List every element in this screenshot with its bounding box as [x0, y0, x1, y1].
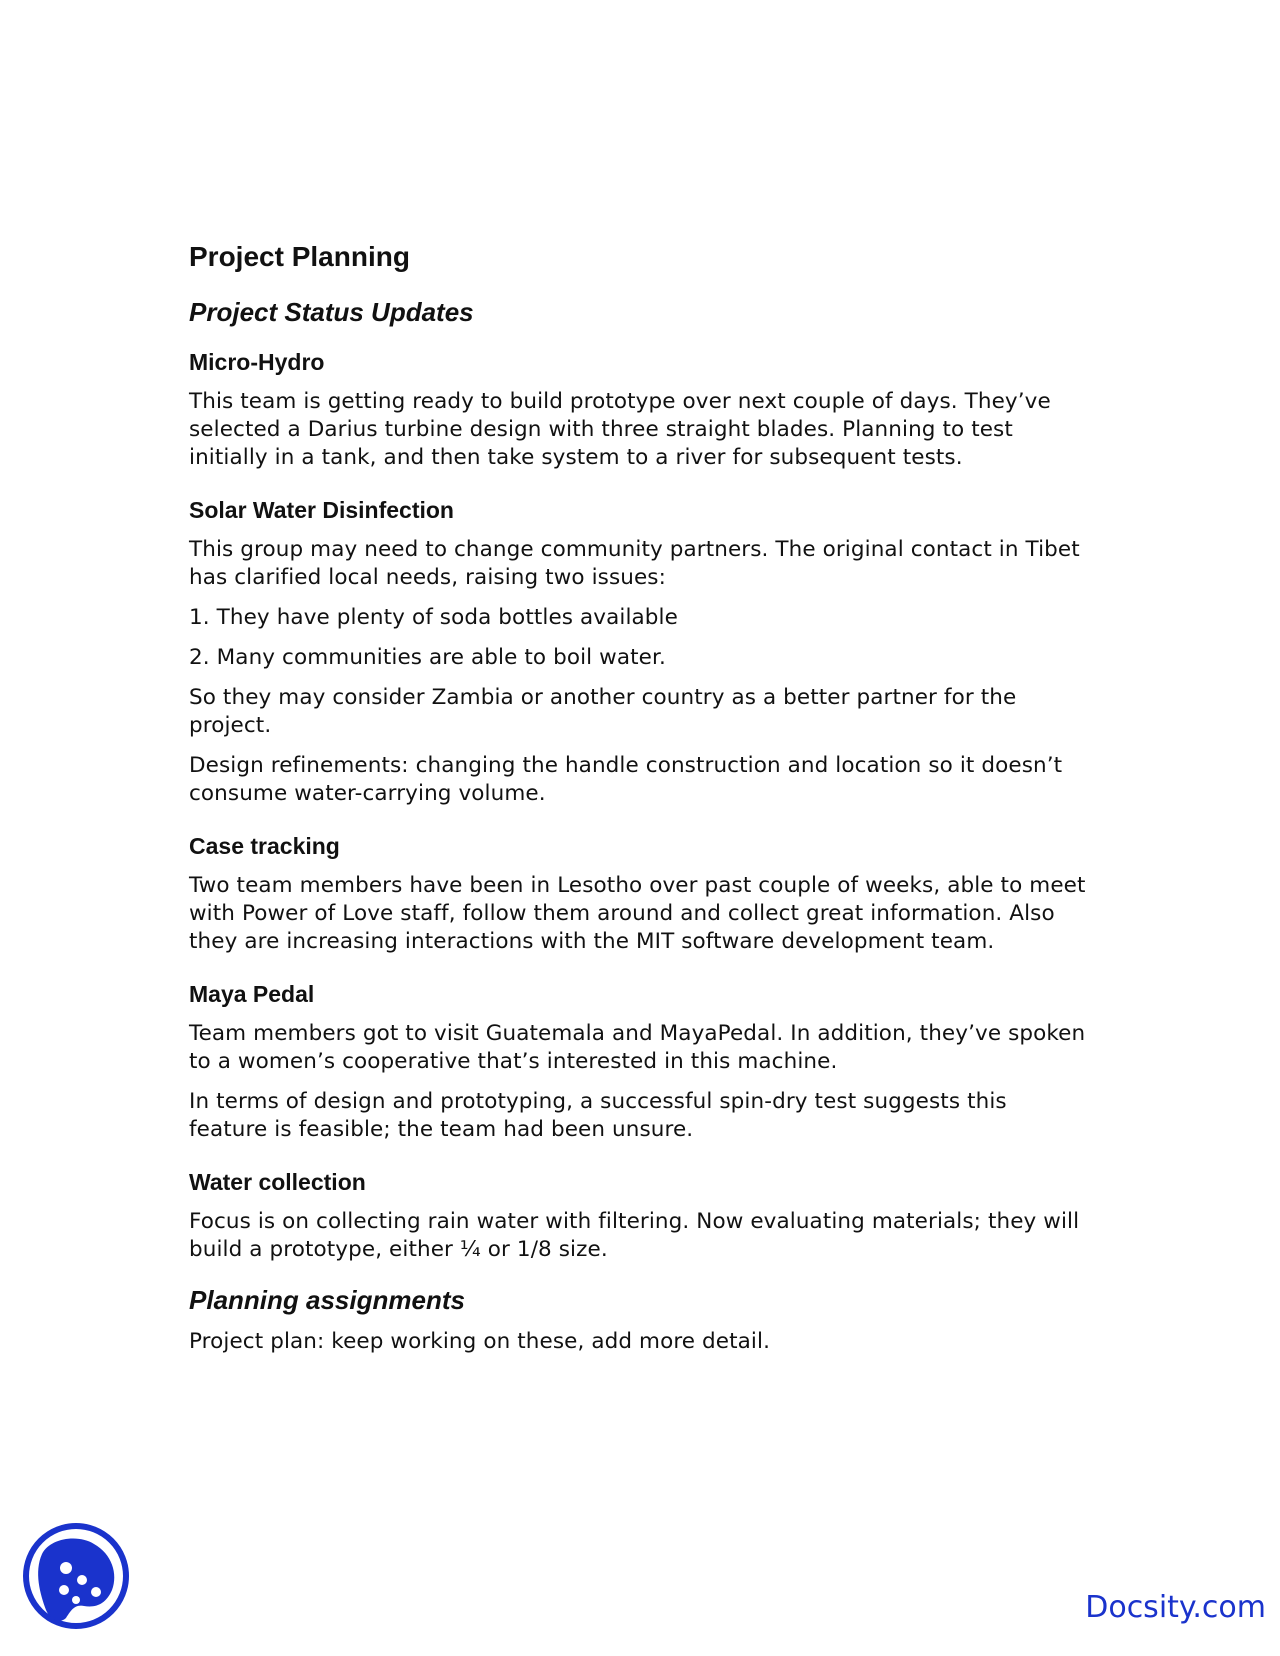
paragraph-case-tracking: Two team members have been in Lesotho over past couple of weeks, able to meet with Power of Love staff, follow them around and collect great information. Also they are increasing interactions with the MIT software development team. [189, 873, 1086, 954]
paragraph-solar-design: Design refinements: changing the handle construction and location so it doesn’t consume water-carrying volume. [189, 753, 1063, 806]
paragraph-water-collection: Focus is on collecting rain water with filtering. Now evaluating materials; they will build a prototype, either ¼ or 1/8 size. [189, 1209, 1080, 1262]
paragraph-maya-pedal-1: Team members got to visit Guatemala and MayaPedal. In addition, they’ve spoken to a women’s cooperative that’s interested in this machine. [189, 1021, 1086, 1074]
heading-maya-pedal: Maya Pedal [189, 981, 315, 1007]
docsity-brand-link[interactable]: Docsity.com [1085, 1590, 1266, 1625]
list-item-solar-2: 2. Many communities are able to boil water. [189, 645, 666, 670]
document-body [189, 240, 1089, 1368]
paragraph-micro-hydro: This team is getting ready to build prototype over next couple of days. They’ve selected a Darius turbine design with three straight blades. Planning to test initially in a tank, and then take system to a river for subsequent tests. [189, 389, 1051, 470]
paragraph-maya-pedal-2: In terms of design and prototyping, a successful spin-dry test suggests this feature is feasible; the team had been unsure. [189, 1089, 1007, 1142]
heading-case-tracking: Case tracking [189, 833, 340, 859]
paragraph-planning: Project plan: keep working on these, add more detail. [189, 1329, 771, 1354]
docsity-logo-icon [20, 1520, 132, 1632]
heading-micro-hydro: Micro-Hydro [189, 349, 325, 375]
section-title-status-updates: Project Status Updates [189, 297, 474, 327]
document-title: Project Planning [189, 241, 410, 272]
paragraph-solar-zambia: So they may consider Zambia or another country as a better partner for the project. [189, 685, 1017, 738]
paragraph-solar-intro: This group may need to change community partners. The original contact in Tibet has clarified local needs, raising two issues: [189, 537, 1080, 590]
list-item-solar-1: 1. They have plenty of soda bottles available [189, 605, 678, 630]
heading-water-collection: Water collection [189, 1169, 366, 1195]
section-title-planning: Planning assignments [189, 1285, 465, 1315]
heading-solar-water: Solar Water Disinfection [189, 497, 454, 523]
